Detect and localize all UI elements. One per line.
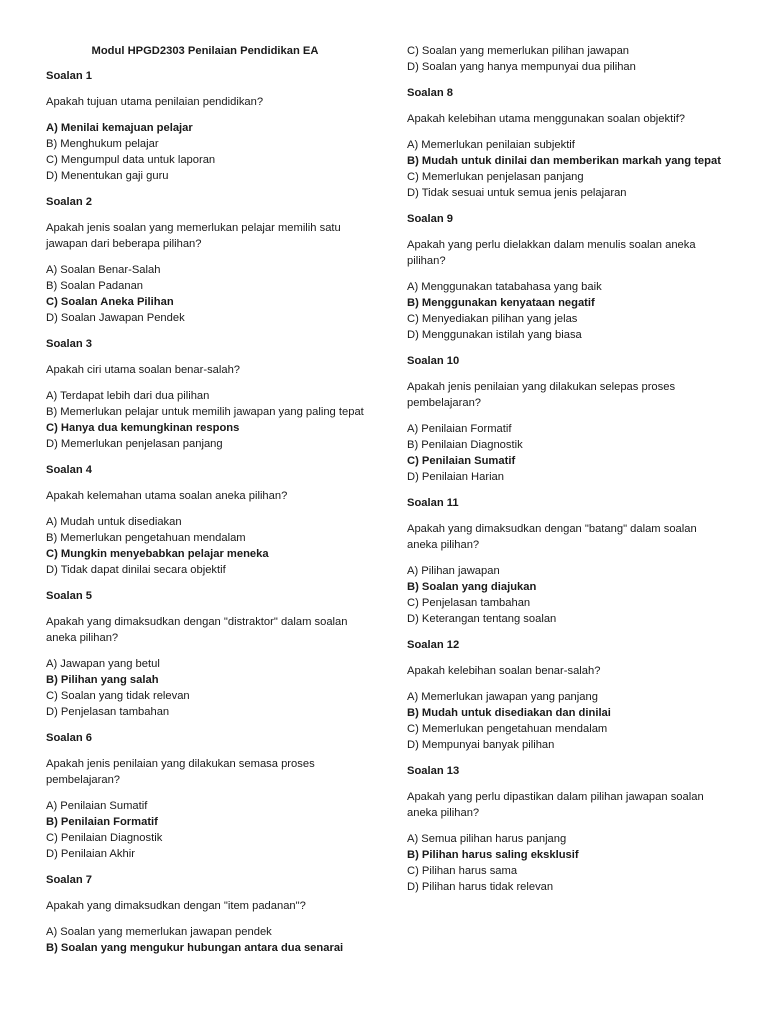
question-text: Apakah yang dimaksudkan dengan "distraktor" dalam soalan aneka pilihan? bbox=[46, 616, 348, 644]
option-correct: B) Soalan yang diajukan bbox=[407, 581, 537, 593]
option-correct: A) Menilai kemajuan pelajar bbox=[46, 122, 193, 134]
question-text: Apakah kelemahan utama soalan aneka pilihan? bbox=[46, 490, 288, 502]
option-correct: B) Menggunakan kenyataan negatif bbox=[407, 297, 595, 309]
option-correct: B) Penilaian Formatif bbox=[46, 816, 158, 828]
question-block bbox=[46, 462, 364, 578]
option: B) Memerlukan pelajar untuk memilih jawapan yang paling tepat bbox=[46, 406, 364, 418]
option: D) Memerlukan penjelasan panjang bbox=[46, 438, 223, 450]
option-correct: C) Soalan Aneka Pilihan bbox=[46, 296, 174, 308]
option-list bbox=[407, 421, 725, 485]
question-heading: Soalan 5 bbox=[46, 590, 93, 602]
right-column bbox=[407, 43, 725, 905]
option: C) Memerlukan pengetahuan mendalam bbox=[407, 723, 608, 735]
option-list bbox=[46, 388, 364, 452]
option: D) Soalan yang hanya mempunyai dua pilihan bbox=[407, 61, 636, 73]
option: D) Penilaian Harian bbox=[407, 471, 505, 483]
question-block bbox=[407, 353, 725, 485]
question-block bbox=[46, 194, 364, 326]
question-heading: Soalan 6 bbox=[46, 732, 93, 744]
option-correct: B) Mudah untuk disediakan dan dinilai bbox=[407, 707, 611, 719]
option: A) Pilihan jawapan bbox=[407, 565, 500, 577]
question-block bbox=[407, 763, 725, 895]
question-heading: Soalan 8 bbox=[407, 87, 454, 99]
option-list bbox=[46, 514, 364, 578]
option: C) Soalan yang memerlukan pilihan jawapan bbox=[407, 45, 630, 57]
option: C) Mengumpul data untuk laporan bbox=[46, 154, 216, 166]
option-list bbox=[46, 120, 364, 184]
question-block bbox=[46, 872, 364, 956]
option: B) Soalan Padanan bbox=[46, 280, 144, 292]
option-list bbox=[407, 137, 725, 201]
question-text: Apakah jenis penilaian yang dilakukan semasa proses pembelajaran? bbox=[46, 758, 315, 786]
left-column bbox=[46, 43, 364, 966]
option: B) Menghukum pelajar bbox=[46, 138, 159, 150]
option: D) Soalan Jawapan Pendek bbox=[46, 312, 185, 324]
question-block bbox=[46, 336, 364, 452]
option: A) Semua pilihan harus panjang bbox=[407, 833, 567, 845]
option: A) Menggunakan tatabahasa yang baik bbox=[407, 281, 602, 293]
option: C) Pilihan harus sama bbox=[407, 865, 518, 877]
question-heading: Soalan 12 bbox=[407, 639, 460, 651]
option: D) Penilaian Akhir bbox=[46, 848, 135, 860]
question-text: Apakah kelebihan soalan benar-salah? bbox=[407, 665, 601, 677]
question-text: Apakah yang dimaksudkan dengan "item padanan"? bbox=[46, 900, 306, 912]
option: B) Penilaian Diagnostik bbox=[407, 439, 523, 451]
question-heading: Soalan 11 bbox=[407, 497, 459, 509]
option-correct: B) Pilihan harus saling eksklusif bbox=[407, 849, 579, 861]
option: A) Memerlukan penilaian subjektif bbox=[407, 139, 575, 151]
option: C) Menyediakan pilihan yang jelas bbox=[407, 313, 578, 325]
option-correct: C) Penilaian Sumatif bbox=[407, 455, 516, 467]
option: C) Penjelasan tambahan bbox=[407, 597, 531, 609]
option-correct: C) Mungkin menyebabkan pelajar meneka bbox=[46, 548, 269, 560]
question-text: Apakah yang dimaksudkan dengan "batang" dalam soalan aneka pilihan? bbox=[407, 523, 697, 551]
option-correct: B) Mudah untuk dinilai dan memberikan markah yang tepat bbox=[407, 155, 721, 167]
option: D) Tidak sesuai untuk semua jenis pelajaran bbox=[407, 187, 627, 199]
question-text: Apakah tujuan utama penilaian pendidikan? bbox=[46, 96, 264, 108]
option: A) Terdapat lebih dari dua pilihan bbox=[46, 390, 210, 402]
question-block bbox=[407, 211, 725, 343]
option-list bbox=[407, 563, 725, 627]
option: A) Penilaian Formatif bbox=[407, 423, 512, 435]
option: A) Soalan yang memerlukan jawapan pendek bbox=[46, 926, 272, 938]
question-heading: Soalan 9 bbox=[407, 213, 454, 225]
option-list bbox=[46, 262, 364, 326]
option-correct: B) Pilihan yang salah bbox=[46, 674, 159, 686]
option-list bbox=[407, 689, 725, 753]
question-block bbox=[407, 85, 725, 201]
question-block bbox=[46, 588, 364, 720]
option: A) Mudah untuk disediakan bbox=[46, 516, 182, 528]
question-block bbox=[407, 495, 725, 627]
option-list bbox=[46, 798, 364, 862]
option: D) Menentukan gaji guru bbox=[46, 170, 169, 182]
option-list bbox=[46, 924, 364, 956]
question-heading: Soalan 7 bbox=[46, 874, 93, 886]
option: D) Menggunakan istilah yang biasa bbox=[407, 329, 582, 341]
option-correct: C) Hanya dua kemungkinan respons bbox=[46, 422, 240, 434]
option: D) Mempunyai banyak pilihan bbox=[407, 739, 555, 751]
option: D) Keterangan tentang soalan bbox=[407, 613, 557, 625]
question-block bbox=[46, 68, 364, 184]
option: D) Pilihan harus tidak relevan bbox=[407, 881, 554, 893]
option: D) Tidak dapat dinilai secara objektif bbox=[46, 564, 226, 576]
option: C) Penilaian Diagnostik bbox=[46, 832, 163, 844]
question-heading: Soalan 13 bbox=[407, 765, 460, 777]
question-text: Apakah kelebihan utama menggunakan soalan objektif? bbox=[407, 113, 686, 125]
question-block bbox=[46, 730, 364, 862]
question-block bbox=[407, 637, 725, 753]
document-title: Modul HPGD2303 Penilaian Pendidikan EA bbox=[91, 45, 319, 57]
option-list bbox=[46, 656, 364, 720]
option-list bbox=[407, 831, 725, 895]
question-heading: Soalan 2 bbox=[46, 196, 93, 208]
option: B) Memerlukan pengetahuan mendalam bbox=[46, 532, 246, 544]
question-text: Apakah ciri utama soalan benar-salah? bbox=[46, 364, 241, 376]
option-list-continued bbox=[407, 43, 725, 75]
option: A) Soalan Benar-Salah bbox=[46, 264, 161, 276]
question-text: Apakah jenis penilaian yang dilakukan selepas proses pembelajaran? bbox=[407, 381, 676, 409]
option: A) Penilaian Sumatif bbox=[46, 800, 148, 812]
option: C) Soalan yang tidak relevan bbox=[46, 690, 190, 702]
question-text: Apakah yang perlu dipastikan dalam pilihan jawapan soalan aneka pilihan? bbox=[407, 791, 704, 819]
option-correct: B) Soalan yang mengukur hubungan antara dua senarai bbox=[46, 942, 344, 954]
option-list bbox=[407, 279, 725, 343]
question-heading: Soalan 4 bbox=[46, 464, 93, 476]
option: D) Penjelasan tambahan bbox=[46, 706, 170, 718]
question-text: Apakah yang perlu dielakkan dalam menulis soalan aneka pilihan? bbox=[407, 239, 696, 267]
question-heading: Soalan 1 bbox=[46, 70, 93, 82]
option: C) Memerlukan penjelasan panjang bbox=[407, 171, 584, 183]
option: A) Memerlukan jawapan yang panjang bbox=[407, 691, 598, 703]
option: A) Jawapan yang betul bbox=[46, 658, 160, 670]
question-heading: Soalan 3 bbox=[46, 338, 93, 350]
question-text: Apakah jenis soalan yang memerlukan pelajar memilih satu jawapan dari beberapa pilihan? bbox=[46, 222, 341, 250]
question-heading: Soalan 10 bbox=[407, 355, 460, 367]
